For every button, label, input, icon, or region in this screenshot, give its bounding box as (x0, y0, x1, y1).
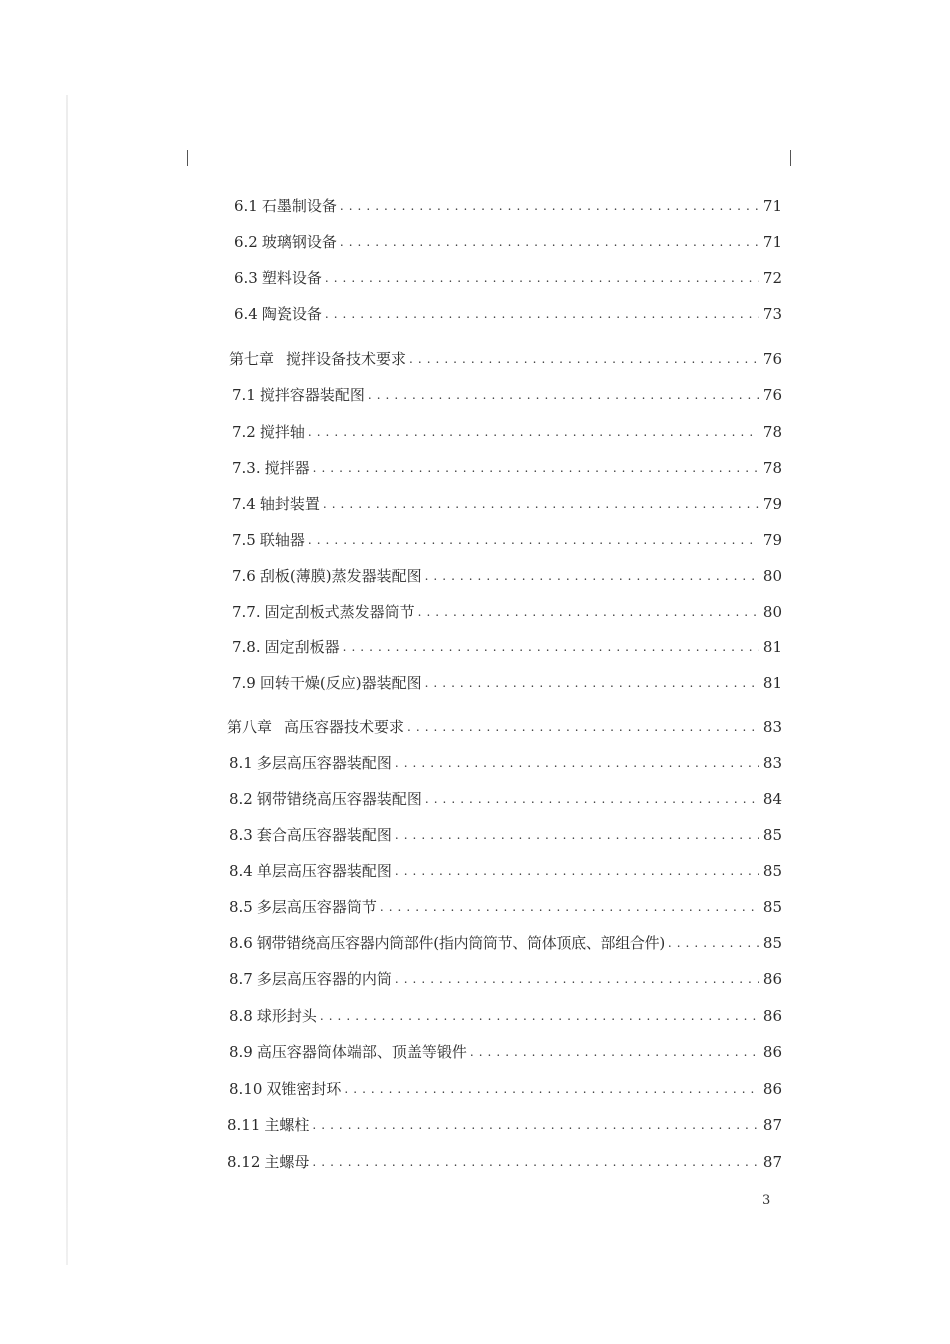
toc-entry-page: 87 (762, 1116, 782, 1134)
toc-entry-title: 多层高压容器装配图 (256, 754, 392, 772)
toc-entry-number: 7.2 (232, 423, 256, 441)
toc-entry-title: 搅拌器 (264, 459, 310, 477)
toc-entry-number: 6.4 (234, 305, 258, 323)
toc-entry-page: 86 (762, 1080, 782, 1098)
toc-entry-page: 85 (762, 898, 782, 916)
toc-entry-page: 86 (762, 1007, 782, 1025)
toc-leader-dots (470, 1041, 759, 1063)
toc-entry-page: 78 (762, 459, 782, 477)
toc-entry-title: 球形封头 (256, 1007, 317, 1025)
toc-entry-number: 第八章 (227, 718, 273, 736)
toc-entry-number: 8.4 (229, 862, 253, 880)
toc-entry-page: 81 (762, 638, 782, 656)
toc-leader-dots (425, 788, 759, 810)
toc-entry-page: 79 (762, 495, 782, 513)
toc-entry-number: 7.9 (232, 674, 256, 692)
toc-entry-page: 84 (762, 790, 782, 808)
toc-entry (232, 634, 782, 658)
toc-entry (229, 346, 782, 370)
toc-entry-title: 搅拌容器装配图 (259, 386, 365, 404)
toc-entry (227, 714, 782, 738)
toc-entry-title: 刮板(薄膜)蒸发器装配图 (259, 567, 422, 585)
toc-entry-page: 78 (762, 423, 782, 441)
toc-entry-number: 7.7. (232, 603, 261, 621)
toc-entry-number: 7.1 (232, 386, 256, 404)
toc-entry-page: 80 (762, 567, 782, 585)
toc-leader-dots (325, 303, 759, 325)
toc-entry (232, 382, 782, 406)
toc-entry-title: 石墨制设备 (261, 197, 337, 215)
toc-entry-number: 8.11 (227, 1116, 261, 1134)
toc-leader-dots (323, 493, 759, 515)
toc-entry-number: 8.12 (227, 1153, 261, 1171)
toc-entry-title: 回转干燥(反应)器装配图 (259, 674, 422, 692)
toc-leader-dots (395, 752, 759, 774)
toc-leader-dots (395, 824, 759, 846)
toc-entry-number: 7.3. (232, 459, 261, 477)
toc-entry-title: 主螺柱 (264, 1116, 310, 1134)
toc-entry-page: 83 (762, 718, 782, 736)
toc-entry-title: 套合高压容器装配图 (256, 826, 392, 844)
toc-entry-title: 钢带错绕高压容器内筒部件(指内筒筒节、筒体顶底、部组合件) (256, 934, 665, 952)
toc-entry (232, 527, 782, 551)
toc-entry-title: 搅拌设备技术要求 (286, 350, 407, 368)
toc-entry-title: 陶瓷设备 (261, 305, 322, 323)
toc-leader-dots (395, 860, 759, 882)
toc-entry (229, 966, 782, 990)
toc-leader-dots (407, 716, 759, 738)
toc-entry-page: 80 (762, 603, 782, 621)
toc-leader-dots (418, 601, 759, 623)
toc-entry-number: 8.10 (229, 1080, 263, 1098)
crop-mark-right (790, 150, 791, 166)
toc-entry (232, 419, 782, 443)
toc-leader-dots (380, 896, 759, 918)
toc-entry-number: 8.9 (229, 1043, 253, 1061)
toc-leader-dots (312, 1151, 759, 1173)
toc-entry-page: 85 (762, 826, 782, 844)
toc-leader-dots (325, 267, 759, 289)
toc-leader-dots (308, 529, 759, 551)
toc-entry-title: 轴封装置 (259, 495, 320, 513)
toc-leader-dots (312, 1114, 759, 1136)
toc-entry-title: 多层高压容器的内筒 (256, 970, 392, 988)
toc-entry-page: 72 (762, 269, 782, 287)
toc-entry-page: 73 (762, 305, 782, 323)
toc-entry-page: 86 (762, 970, 782, 988)
toc-entry-number: 6.2 (234, 233, 258, 251)
toc-leader-dots (409, 348, 759, 370)
scan-edge-shadow (66, 95, 68, 1265)
toc-entry (234, 301, 782, 325)
toc-entry-number: 8.5 (229, 898, 253, 916)
toc-entry-number: 7.4 (232, 495, 256, 513)
toc-leader-dots (368, 384, 759, 406)
toc-entry-number: 8.1 (229, 754, 253, 772)
toc-entry-page: 81 (762, 674, 782, 692)
page-number: 3 (762, 1193, 771, 1208)
toc-entry (229, 750, 782, 774)
toc-entry (232, 599, 782, 623)
toc-entry-page: 76 (762, 350, 782, 368)
toc-entry-page: 83 (762, 754, 782, 772)
toc-entry-title: 高压容器筒体端部、顶盖等锻件 (256, 1043, 467, 1061)
toc-entry-title: 塑料设备 (261, 269, 322, 287)
toc-entry-title: 多层高压容器筒节 (256, 898, 377, 916)
toc-entry (229, 894, 782, 918)
toc-entry (229, 1003, 782, 1027)
toc-entry (234, 193, 782, 217)
toc-entry-title: 主螺母 (264, 1153, 310, 1171)
toc-entry-number: 6.1 (234, 197, 258, 215)
toc-entry-title: 钢带错绕高压容器装配图 (256, 790, 422, 808)
toc-leader-dots (343, 636, 759, 658)
toc-leader-dots (425, 672, 759, 694)
toc-leader-dots (344, 1078, 759, 1100)
toc-entry-page: 71 (762, 197, 782, 215)
toc-entry-page: 86 (762, 1043, 782, 1061)
toc-entry-page: 71 (762, 233, 782, 251)
toc-entry-title: 固定刮板器 (264, 638, 340, 656)
toc-entry-title: 联轴器 (259, 531, 305, 549)
toc-entry (229, 858, 782, 882)
toc-entry-title: 固定刮板式蒸发器筒节 (264, 603, 415, 621)
toc-leader-dots (668, 932, 759, 954)
toc-entry (234, 229, 782, 253)
crop-mark-left (187, 150, 188, 166)
toc-entry-number: 8.7 (229, 970, 253, 988)
toc-entry-number: 7.6 (232, 567, 256, 585)
toc-entry (232, 491, 782, 515)
toc-entry (229, 786, 782, 810)
toc-entry-number: 8.3 (229, 826, 253, 844)
toc-leader-dots (340, 231, 759, 253)
toc-entry-number: 第七章 (229, 350, 275, 368)
toc-entry (229, 822, 782, 846)
toc-entry (227, 1149, 782, 1173)
toc-entry-number: 8.8 (229, 1007, 253, 1025)
toc-entry (232, 455, 782, 479)
toc-leader-dots (340, 195, 759, 217)
toc-entry-title: 搅拌轴 (259, 423, 305, 441)
toc-entry-number: 8.2 (229, 790, 253, 808)
toc-entry-title: 高压容器技术要求 (284, 718, 405, 736)
toc-entry-page: 85 (762, 862, 782, 880)
toc-entry-number: 7.8. (232, 638, 261, 656)
toc-entry (229, 1039, 782, 1063)
toc-leader-dots (320, 1005, 759, 1027)
toc-entry-number: 8.6 (229, 934, 253, 952)
toc-entry-title: 双锥密封环 (266, 1080, 342, 1098)
toc-entry (234, 265, 782, 289)
toc-leader-dots (425, 565, 759, 587)
toc-entry (229, 930, 782, 954)
toc-entry-page: 76 (762, 386, 782, 404)
toc-entry-page: 85 (762, 934, 782, 952)
toc-entry-page: 87 (762, 1153, 782, 1171)
toc-entry-number: 6.3 (234, 269, 258, 287)
toc-entry (229, 1076, 782, 1100)
toc-entry (227, 1112, 782, 1136)
toc-leader-dots (395, 968, 759, 990)
toc-entry-title: 玻璃钢设备 (261, 233, 337, 251)
toc-leader-dots (313, 457, 759, 479)
toc-entry-page: 79 (762, 531, 782, 549)
toc-leader-dots (308, 421, 759, 443)
toc-entry-number: 7.5 (232, 531, 256, 549)
toc-entry (232, 670, 782, 694)
toc-entry (232, 563, 782, 587)
toc-entry-title: 单层高压容器装配图 (256, 862, 392, 880)
